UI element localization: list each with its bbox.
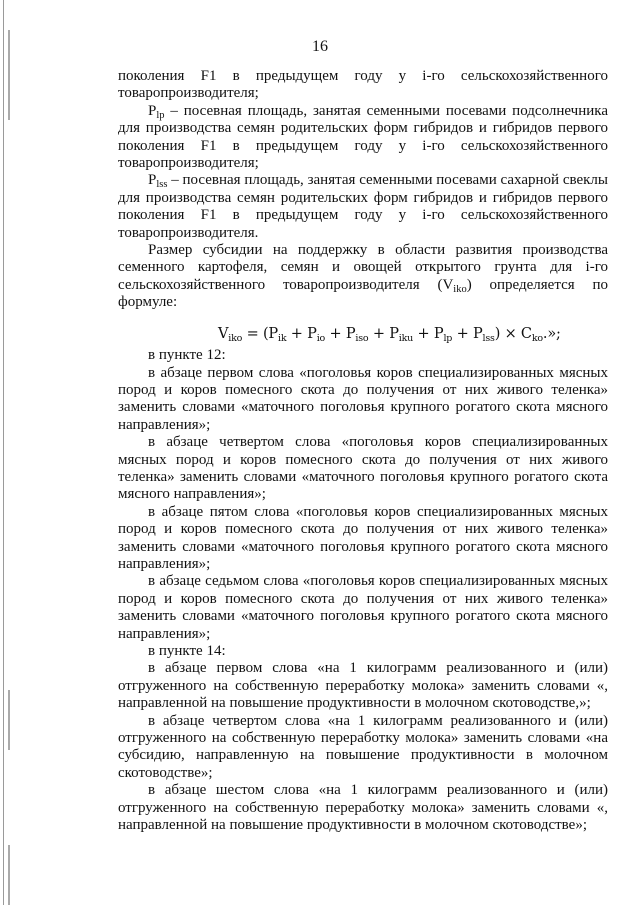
text-run: + P	[325, 325, 356, 342]
paragraph	[118, 782, 608, 834]
scan-margin-line	[3, 0, 4, 905]
subscript: lp	[156, 109, 165, 121]
paragraph	[118, 643, 608, 660]
text-run: в пункте 12:	[148, 347, 226, 364]
text-run: в абзаце четвертом слова «на 1 килограмм реализованного и (или) отгруженного на собственную переработку молока» заменить словами «на субсидию, направленную на повышение продуктивности в молочном скотоводстве»;	[118, 712, 608, 781]
text-run: ) × C	[494, 325, 532, 342]
text-run: в абзаце четвертом слова «поголовья коров специализированных мясных пород и коров помесного скота до получения от них живого теленка» заменить словами «маточного поголовья крупного рогатого скота мясного направления»;	[118, 434, 608, 503]
subscript: iku	[398, 332, 414, 344]
paragraph	[118, 68, 608, 103]
text-run: ) определяется по формуле:	[118, 276, 608, 311]
paragraph	[118, 172, 608, 242]
page-number: 16	[312, 38, 328, 55]
subscript: ko	[531, 332, 543, 344]
text-run: в абзаце первом слова «поголовья коров специализированных мясных пород и коров помесного скота до получения от них живого теленка» заменить словами «маточного поголовья крупного рогатого скота мясного направления»;	[118, 364, 608, 433]
text-run: V	[218, 325, 229, 342]
paragraph	[118, 573, 608, 643]
text-run: поколения F1 в предыдущем году у i-го сельскохозяйственного товаропроизводителя;	[118, 68, 608, 102]
paragraph	[118, 365, 608, 435]
paragraph	[118, 242, 608, 312]
formula	[118, 326, 608, 343]
paragraph	[118, 434, 608, 504]
paragraph	[118, 713, 608, 783]
text-run: в абзаце шестом слова «на 1 килограмм реализованного и (или) отгруженного на собственную переработку молока» заменить словами «, направленной на повышение продуктивности в молочном скотоводстве»;	[118, 782, 608, 834]
text-run: в пункте 14:	[148, 643, 226, 659]
subscript: io	[316, 332, 326, 344]
text-run: в абзаце пятом слова «поголовья коров специализированных мясных пород и коров помесного скота до получения от них живого теленка» заменить словами «маточного поголовья крупного рогатого скота мясного направления»;	[118, 503, 608, 572]
text-run: P	[148, 172, 157, 189]
subscript: iko	[453, 283, 467, 295]
text-run: .»;	[542, 325, 561, 342]
text-run: – посевная площадь, занятая семенными посевами подсолнечника для производства семян родительских форм гибридов и гибридов первого поколения F1 в предыдущем году у i-го сельскохозяйственного товаропроизводителя;	[118, 102, 608, 172]
text-run: в абзаце седьмом слова «поголовья коров специализированных мясных пород и коров помесного скота до получения от них живого теленка» заменить словами «маточного поголовья крупного рогатого скота мясного направления»;	[118, 573, 608, 642]
subscript: ik	[277, 332, 287, 344]
text-run: + P	[368, 325, 399, 342]
text-run: Размер субсидии на поддержку в области развития производства семенного картофеля, семян и овощей открытого грунта для i-го сельскохозяйственного товаропроизводителя (V	[118, 242, 608, 293]
paragraph	[118, 660, 608, 712]
paragraph	[118, 504, 608, 574]
subscript: iso	[355, 332, 369, 344]
paragraph	[118, 347, 608, 364]
subscript: iko	[228, 332, 243, 344]
scan-mark-bottom	[8, 845, 10, 905]
subscript: lss	[156, 179, 168, 191]
text-run: P	[148, 102, 157, 119]
paragraph	[118, 103, 608, 173]
text-run: – посевная площадь, занятая семенными посевами сахарной свеклы для производства семян родительских форм гибридов и гибридов первого поколения F1 в предыдущем году у i-го сельскохозяйственного товаропроизводителя.	[118, 172, 608, 241]
scan-mark-middle	[8, 690, 10, 750]
text-run: + P	[413, 325, 444, 342]
document-body	[118, 68, 608, 834]
text-run: в абзаце первом слова «на 1 килограмм реализованного и (или) отгруженного на собственную переработку молока» заменить словами «, направленной на повышение продуктивности в молочном скотоводстве,»;	[118, 660, 608, 712]
subscript: lss	[482, 332, 495, 344]
text-run: = (P	[242, 325, 278, 342]
text-run: + P	[452, 325, 483, 342]
subscript: lp	[443, 332, 453, 344]
text-run: + P	[286, 325, 317, 342]
